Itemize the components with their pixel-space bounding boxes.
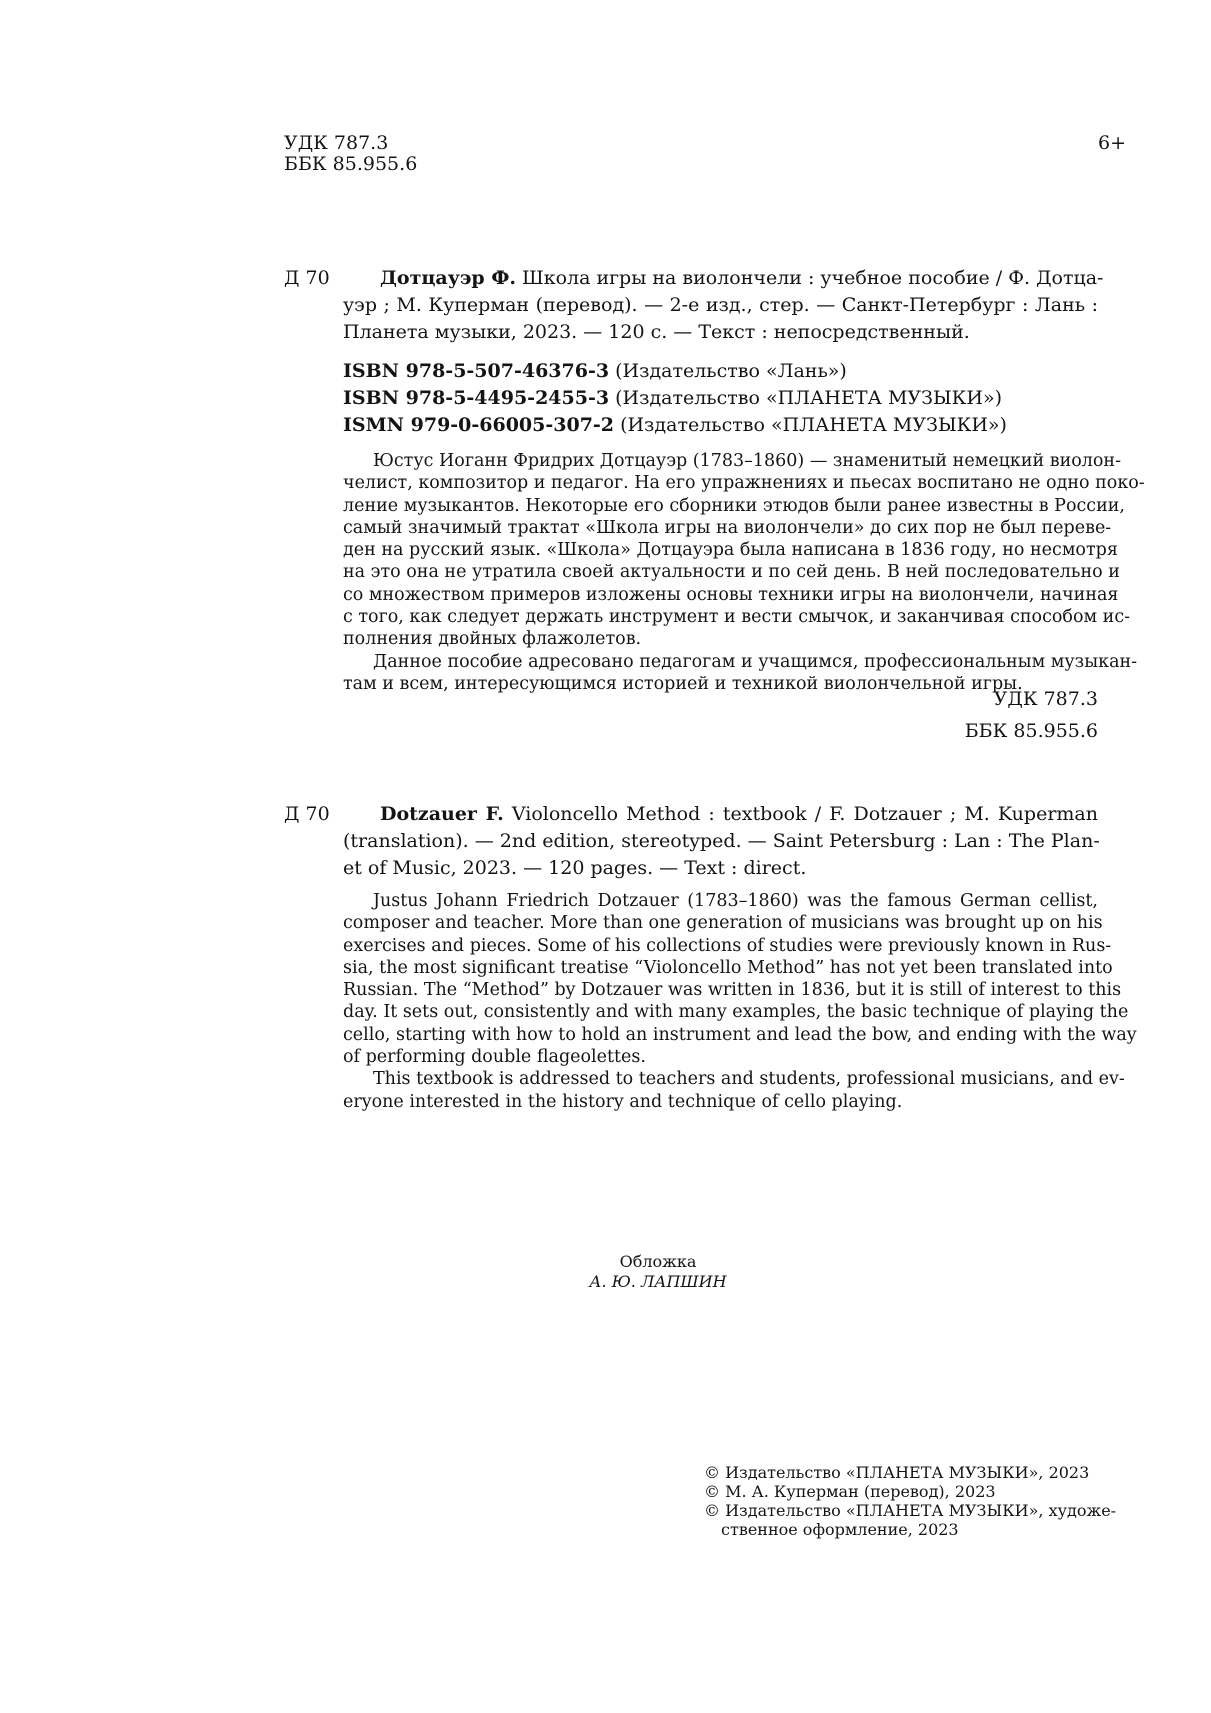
copyright-block [704, 1463, 1117, 1539]
ru-abstract-line: полнения двойных флажолетов. [343, 629, 642, 650]
ru-abstract-line: там и всем, интересующимся историей и техникой виолончельной игры. [343, 673, 1023, 694]
isbn-line [343, 358, 1007, 385]
copyright-line: © М. А. Куперман (перевод), 2023 [704, 1482, 996, 1501]
cover-artist: А. Ю. ЛАПШИН [589, 1272, 727, 1291]
en-abstract-line: Russian. The “Method” by Dotzauer was written in 1836, but it is still of interest to this [343, 980, 1122, 1001]
copyright-line: © Издательство «ПЛАНЕТА МУЗЫКИ», 2023 [704, 1463, 1090, 1482]
ru-abstract-line: с того, как следует держать инструмент и вести смычок, и заканчивая способом ис- [343, 607, 1131, 628]
ru-entry-line: уэр ; М. Куперман (перевод). — 2-е изд., стер. — Санкт-Петербург : Лань : [343, 294, 1098, 316]
ru-entry-line: Планета музыки, 2023. — 120 с. — Текст : непосредственный. [343, 321, 970, 343]
ru-abstract-line: ден на русский язык. «Школа» Дотцауэра была написана в 1836 году, но несмотря [343, 540, 1118, 561]
udk-header: УДК 787.3 [284, 132, 389, 154]
ru-entry [343, 265, 1104, 346]
copyright-line: ственное оформление, 2023 [721, 1520, 959, 1539]
ru-author: Дотцауэр Ф. [380, 267, 516, 289]
ismn-line [343, 412, 1007, 439]
ru-abstract-line: самый значимый трактат «Школа игры на виолончели» до сих пор не был переве- [343, 517, 1112, 538]
ru-entry-line [343, 265, 1104, 292]
cover-label: Обложка [619, 1252, 697, 1271]
en-entry-line [343, 801, 1098, 828]
ru-entry-code: Д 70 [284, 267, 330, 289]
ru-entry-text: Школа игры на виолончели : учебное пособие / Ф. Дотца- [515, 267, 1104, 289]
ru-abstract-bbk: ББК 85.955.6 [964, 720, 1098, 742]
ismn-number: ISMN 979-0-66005-307-2 [343, 414, 615, 436]
en-abstract-line: day. It sets out, consistently and with many examples, the basic technique of playing the [343, 1002, 1129, 1023]
isbn-number: ISBN 978-5-507-46376-3 [343, 360, 610, 382]
en-entry [343, 801, 1098, 882]
en-abstract-line: exercises and pieces. Some of his collections of studies were previously known in Rus- [343, 935, 1112, 956]
isbn-line [343, 385, 1007, 412]
en-abstract-line: composer and teacher. More than one generation of musicians was brought up on his [343, 913, 1103, 934]
copyright-line: © Издательство «ПЛАНЕТА МУЗЫКИ», художе- [704, 1501, 1117, 1520]
isbn-number: ISBN 978-5-4495-2455-3 [343, 387, 610, 409]
isbn-publisher: (Издательство «ПЛАНЕТА МУЗЫКИ») [609, 387, 1002, 409]
ru-abstract-line: на это она не утратила своей актуальности и по сей день. В ней последовательно и [343, 562, 1120, 583]
bbk-header: ББК 85.955.6 [284, 153, 418, 175]
ru-abstract-line: Юстус Иоганн Фридрих Дотцауэр (1783–1860) — знаменитый немецкий виолон- [373, 451, 1122, 471]
en-abstract-line: eryone interested in the history and technique of cello playing. [343, 1091, 903, 1112]
en-entry-line: et of Music, 2023. — 120 pages. — Text : direct. [343, 857, 807, 879]
isbn-publisher: (Издательство «Лань») [609, 360, 847, 382]
age-rating: 6+ [1097, 132, 1126, 154]
en-abstract-line: of performing double flageolettes. [343, 1047, 646, 1068]
ru-abstract-udk: УДК 787.3 [993, 688, 1098, 710]
en-entry-code: Д 70 [284, 803, 330, 825]
en-abstract-line: sia, the most significant treatise “Violoncello Method” has not yet been translated into [343, 957, 1113, 978]
en-entry-line: (translation). — 2nd edition, stereotyped. — Saint Petersburg : Lan : The Plan- [343, 830, 1100, 852]
isbn-block [343, 358, 1007, 439]
en-abstract-line: Justus Johann Friedrich Dotzauer (1783–1860) was the famous German cellist, [373, 891, 1098, 911]
ru-abstract-line: ление музыкантов. Некоторые его сборники этюдов были ранее известны в России, [343, 495, 1125, 516]
en-abstract-line: cello, starting with how to hold an instrument and lead the bow, and ending with the way [343, 1024, 1137, 1045]
ru-abstract [343, 450, 1145, 695]
ismn-publisher: (Издательство «ПЛАНЕТА МУЗЫКИ») [614, 414, 1007, 436]
en-abstract-line: This textbook is addressed to teachers and students, professional musicians, and ev- [373, 1069, 1125, 1090]
en-author: Dotzauer F. [380, 803, 504, 825]
ru-abstract-line: со множеством примеров изложены основы техники игры на виолончели, начиная [343, 584, 1119, 605]
ru-abstract-line: челист, композитор и педагог. На его упражнениях и пьесах воспитано не одно поко- [343, 473, 1145, 494]
en-abstract [343, 890, 1137, 1113]
en-entry-text: Violoncello Method : textbook / F. Dotzauer ; M. Kuperman [503, 803, 1098, 825]
ru-abstract-line: Данное пособие адресовано педагогам и учащимся, профессиональным музыкан- [373, 651, 1138, 672]
